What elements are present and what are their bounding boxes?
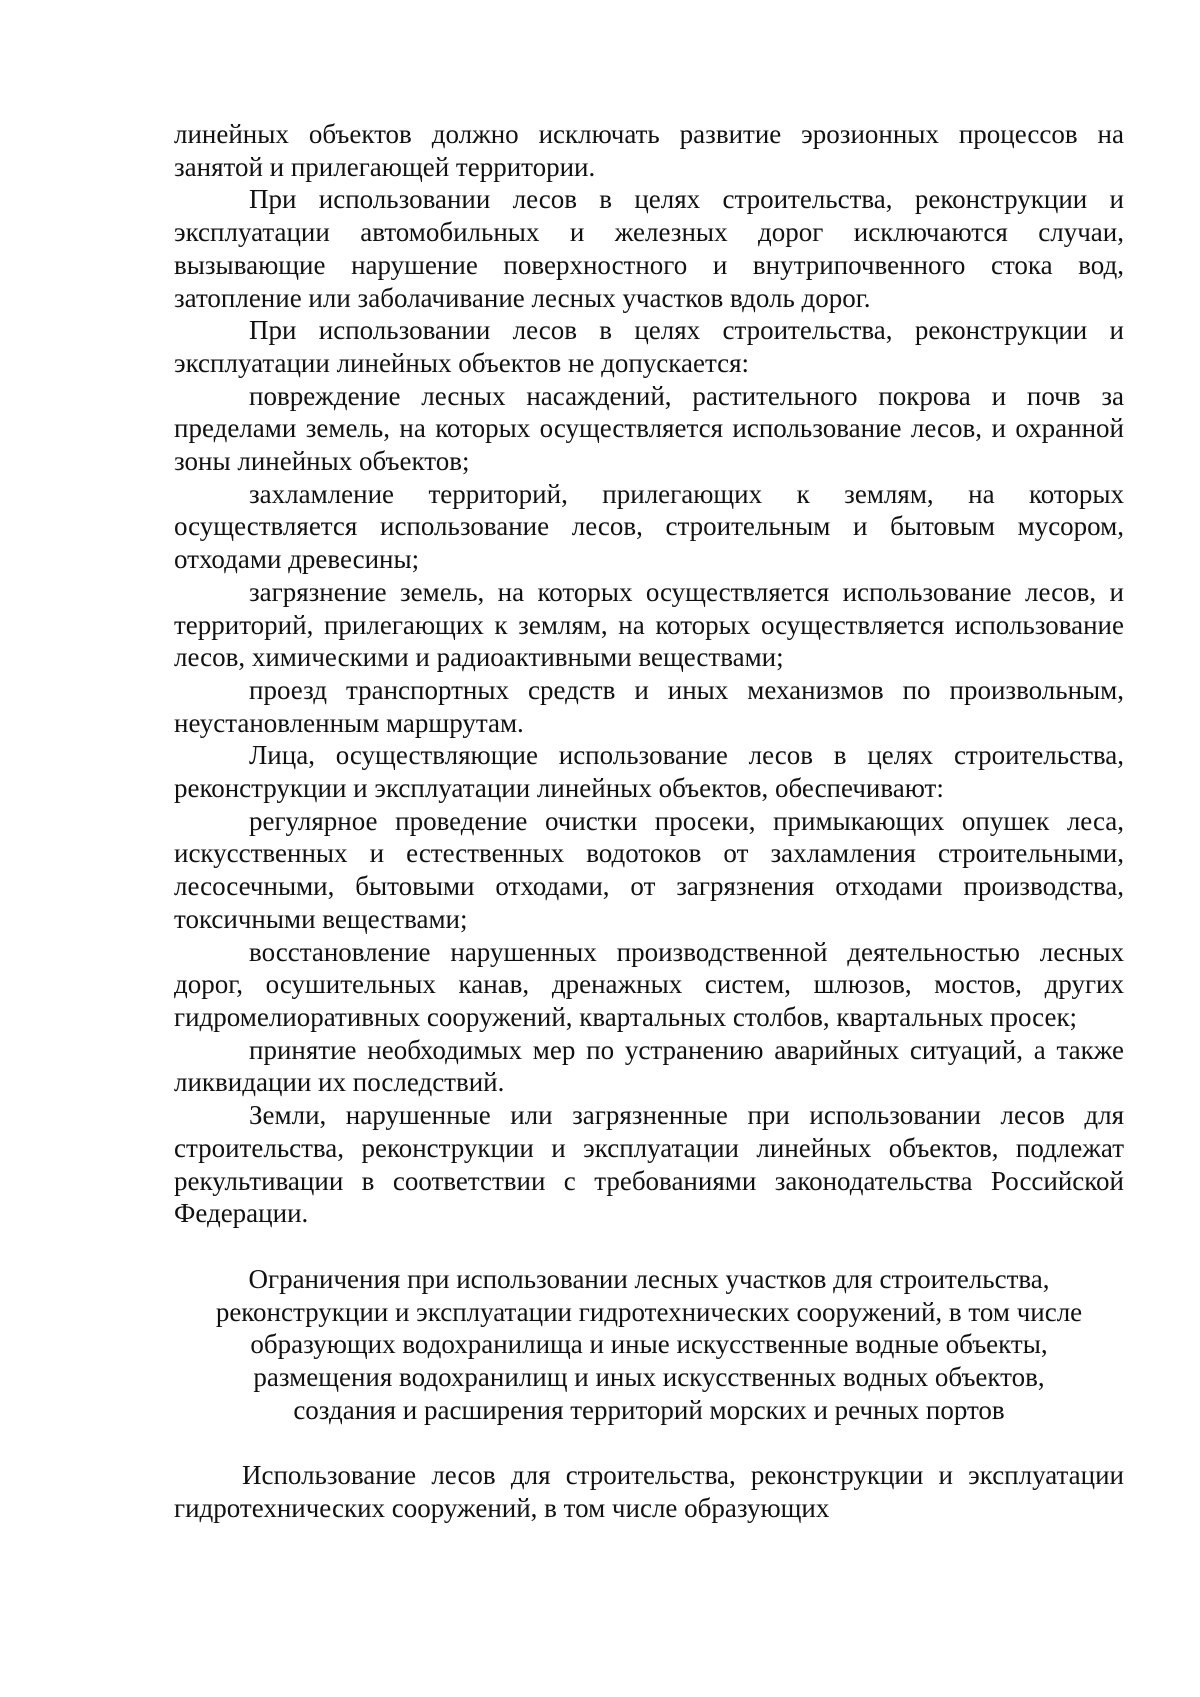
document-page — [174, 118, 1124, 1525]
paragraph-2: При использовании лесов в целях строительства, реконструкции и эксплуатации автомобильных и железных дорог исключаются случаи, вызывающие нарушение поверхностного и внутрипочвенного стока вод, затопление или заболачивание лесных участков вдоль дорог. — [174, 184, 1124, 313]
paragraph-7: проезд транспортных средств и иных механизмов по произвольным, неустановленным маршрутам. — [174, 674, 1124, 738]
paragraph-1: линейных объектов должно исключать развитие эрозионных процессов на занятой и прилегающей территории. — [174, 119, 1124, 182]
final-paragraph: Использование лесов для строительства, реконструкции и эксплуатации гидротехнических сооружений, в том числе образующих — [174, 1460, 1124, 1524]
paragraph-9: регулярное проведение очистки просеки, примыкающих опушек леса, искусственных и естественных водотоков от захламления строительными, лесосечными, бытовыми отходами, от загрязнения отходами производства, токсичными веществами; — [174, 805, 1124, 934]
section-heading-line-1: Ограничения при использовании лесных участков для строительства, — [248, 1263, 1050, 1294]
paragraph-4: повреждение лесных насаждений, растительного покрова и почв за пределами земель, на которых осуществляется использование лесов, и охранной зоны линейных объектов; — [174, 380, 1124, 477]
section-heading — [174, 1263, 1124, 1427]
section-heading-line-4: размещения водохранилищ и иных искусственных водных объектов, — [253, 1362, 1045, 1393]
paragraph-12: Земли, нарушенные или загрязненные при использовании лесов для строительства, реконструкции и эксплуатации линейных объектов, подлежат рекультивации в соответствии с требованиями законодательства Российской Федерации. — [174, 1100, 1124, 1229]
paragraph-3: При использовании лесов в целях строительства, реконструкции и эксплуатации линейных объектов не допускается: — [174, 315, 1124, 378]
paragraph-11: принятие необходимых мер по устранению аварийных ситуаций, а также ликвидации их последствий. — [174, 1034, 1124, 1098]
paragraph-6: загрязнение земель, на которых осуществляется использование лесов, и территорий, прилегающих к землям, на которых осуществляется использование лесов, химическими и радиоактивными веществами; — [174, 576, 1124, 673]
section-heading-line-2: реконструкции и эксплуатации гидротехнических сооружений, в том числе — [215, 1296, 1083, 1327]
paragraph-8: Лица, осуществляющие использование лесов в целях строительства, реконструкции и эксплуатации линейных объектов, обеспечивают: — [174, 740, 1124, 804]
section-heading-line-5: создания и расширения территорий морских и речных портов — [293, 1394, 1005, 1425]
paragraph-10: восстановление нарушенных производственной деятельностью лесных дорог, осушительных канав, дренажных систем, шлюзов, мостов, других гидромелиоративных сооружений, квартальных столбов, квартальных просек; — [174, 936, 1124, 1032]
paragraph-5: захламление территорий, прилегающих к землям, на которых осуществляется использование лесов, строительным и бытовым мусором, отходами древесины; — [174, 478, 1124, 575]
section-heading-line-3: образующих водохранилища и иные искусственные водные объекты, — [250, 1329, 1048, 1360]
